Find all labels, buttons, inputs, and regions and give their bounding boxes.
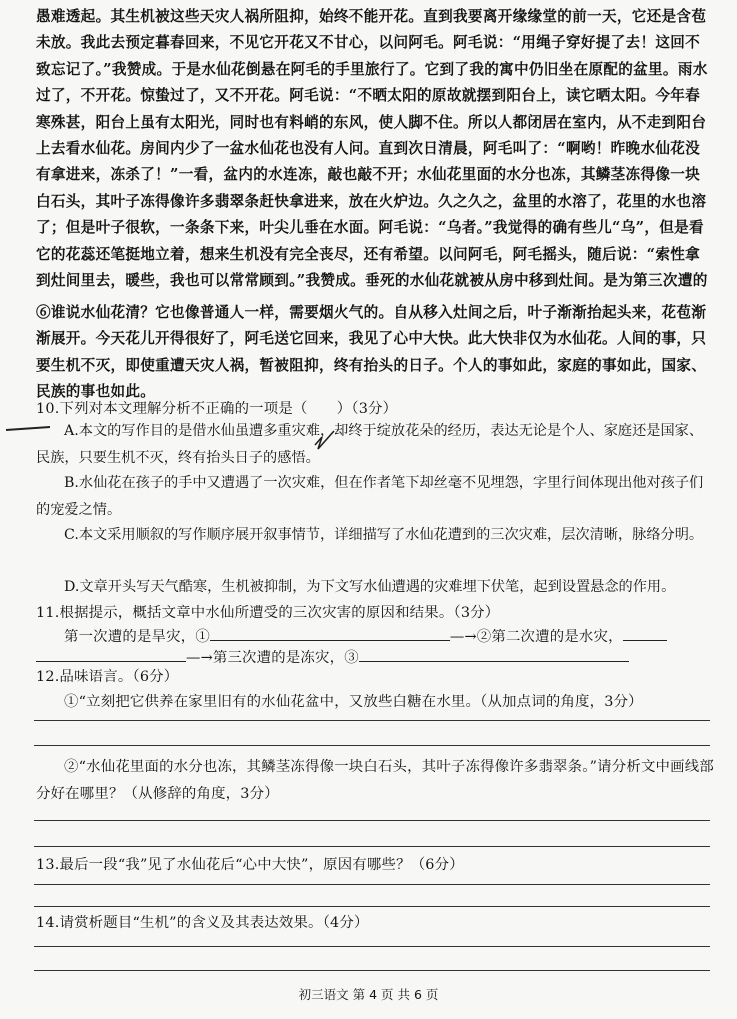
question-10-stem: 10.下列对本文理解分析不正确的一项是（ ）（3分） [36, 401, 398, 417]
question-12-sub-2-text: ②“水仙花里面的水分也冻，其鳞茎冻得像一块白石头，其叶子冻得像许多翡翠条。”请分析文中画线部分好在哪里？（从修辞的角度，3分） [36, 754, 716, 808]
arrow-icon: —→ [186, 650, 213, 666]
passage-paragraph: 愚难透起。其生机被这些天灾人祸所阻抑，始终不能开花。直到我要离开缘缘堂的前一天，它还是含苞未放。我此去预定暮春回来，不见它开花又不甘心，以问阿毛。阿毛说：“用绳子穿好提了去！这回不致忘记了。”我赞成。于是水仙花倒悬在阿毛的手里旅行了。它到了我的寓中仍旧坐在原配的盆里。雨水过了，不开花。惊蛰过了，又不开花。阿毛说：“不晒太阳的原故就摆到阳台上，读它晒太阳。今年春寒殊甚，阳台上虽有太阳光，同时也有料峭的东风，使人脚不住。所以人都闭居在室内，从不走到阳台上去看水仙花。房间内少了一盆水仙花也没有人问。直到次日清晨，阿毛叫了：“啊哟！昨晚水仙花没有拿进来，冻杀了！”一看，盆内的水连冻，敲也敲不开；水仙花里面的水分也冻，其鳞茎冻得像一块白石头，其叶子冻得像许多翡翠条赶快拿进来，放在火炉边。久之久之，盆里的水溶了，花里的水也溶了；但是叶子很软，一条条下来，叶尖儿垂在水面。阿毛说：“乌者。”我觉得的确有些儿“乌”，但是看它的花蕊还笔挺地立着，想来生机没有完全丧尽，还有希望。以问阿毛，阿毛摇头，随后说：“索性拿到灶间里去，暖些，我也可以常常顾到。”我赞成。垂死的水仙花就被从房中移到灶间。是为第三次遭的 [36, 8, 708, 290]
option-a[interactable]: A.本文的写作目的是借水仙虽遭多重灾难，却终于绽放花朵的经历，表达无论是个人、家庭还是国家、民族，只要生机不灭，终有抬头日子的感悟。 [36, 423, 704, 466]
passage-paragraph-6: ⑥谁说水仙花清？它也像普通人一样，需要烟火气的。自从移入灶间之后，叶子渐渐抬起头来，花苞渐渐展开。今天花儿开得很好了，阿毛送它回来，我见了心中大快。此大快非仅为水仙花。人间的事，只要生机不灭，即使重遭天灾人祸，暂被阻抑，终有抬头的日子。个人的事如此，家庭的事如此，国家、民族的事也如此。 [36, 304, 707, 401]
question-11-stem: 11.根据提示，概括文章中水仙所遭受的三次灾害的原因和结果。（3分） [36, 605, 500, 621]
option-c[interactable]: C.本文采用顺叙的写作顺序展开叙事情节，详细描写了水仙花遭到的三次灾难，层次清晰，脉络分明。 [64, 527, 704, 543]
question-13-stem: 13.最后一段“我”见了水仙花后“心中大快”，原因有哪些？（6分） [36, 852, 716, 879]
option-b[interactable]: B.水仙花在孩子的手中又遭遇了一次灾难，但在作者笔下却丝毫不见埋怨，字里行间体现出他对孩子们的宠爱之情。 [36, 475, 704, 518]
question-12-sub-1-text: ①“立刻把它供养在家里旧有的水仙花盆中，又放些白糖在水里。（从加点词的角度，3分） [64, 694, 643, 710]
question-11-prompt-2: ②第二次遭的是水灾， [476, 629, 623, 645]
answer-line[interactable] [34, 720, 710, 721]
answer-line[interactable] [34, 970, 710, 971]
question-11-prompt-3: 第三次遭的是冻灾， [212, 650, 345, 666]
answer-line[interactable] [34, 906, 710, 907]
answer-line[interactable] [34, 820, 710, 821]
arrow-icon: —→ [449, 629, 477, 645]
option-d[interactable]: D.文章开头写天气酷寒，生机被抑制，为下文写水仙遭遇的灾难埋下伏笔，起到设置悬念的作用。 [64, 579, 676, 595]
question-12-stem-text: 12.品味语言。（6分） [36, 669, 179, 685]
question-14-stem: 14.请赏析题目“生机”的含义及其表达效果。（4分） [36, 910, 716, 937]
answer-line[interactable] [34, 745, 710, 746]
page-footer: 初三语文 第 4 页 共 6 页 [298, 987, 439, 1002]
answer-line[interactable] [34, 946, 710, 947]
question-11-prompt-3-num: ③ [344, 650, 359, 666]
question-11-prompt-1: 第一次遭的是旱灾，① [64, 629, 210, 645]
answer-line[interactable] [34, 846, 710, 847]
answer-line[interactable] [34, 884, 710, 885]
